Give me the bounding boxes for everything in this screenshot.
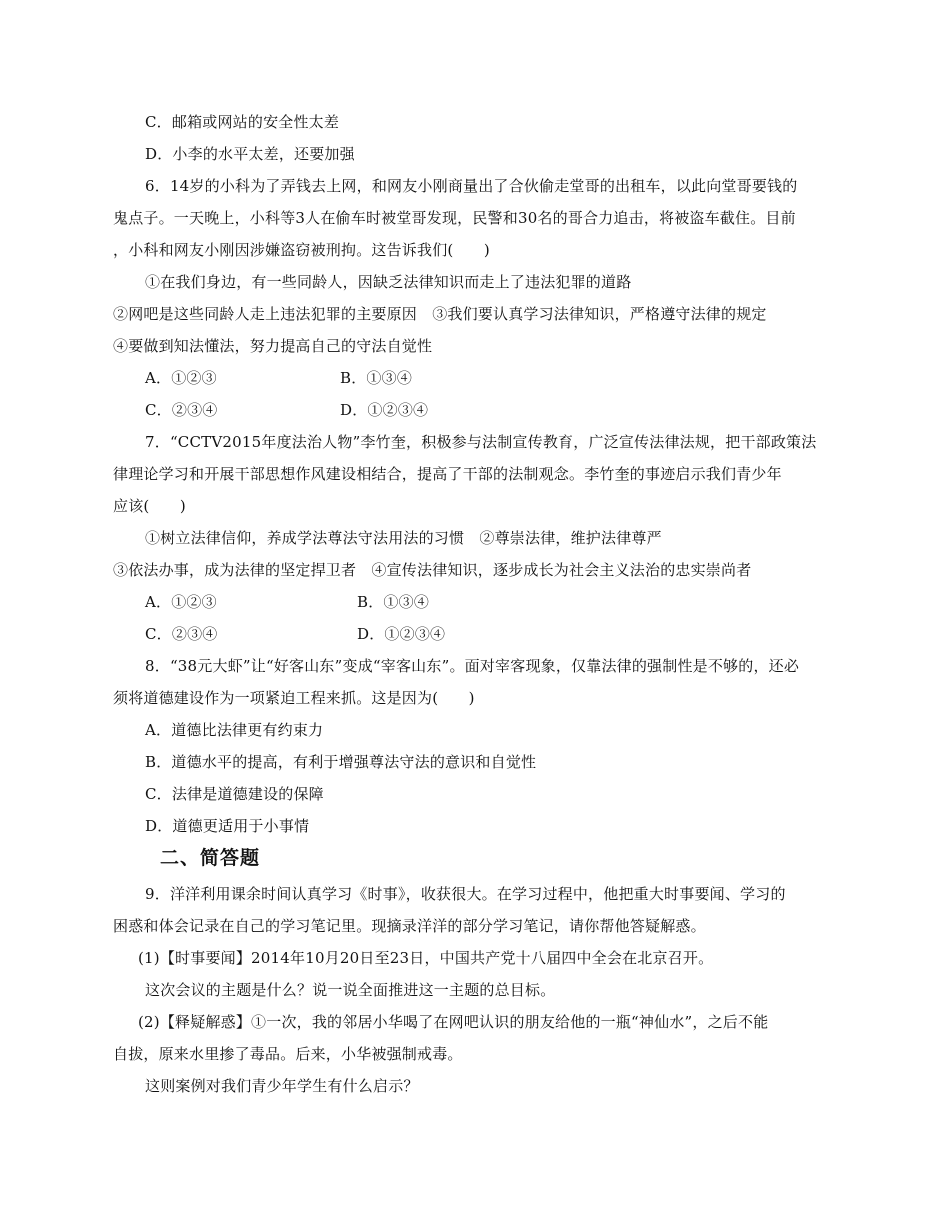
q6-stem-line1: 6．14岁的小科为了弄钱去上网，和网友小刚商量出了合伙偷走堂哥的出租车，以此向堂哥要钱的 — [145, 177, 798, 195]
q7-option-b: B．①③④ — [357, 593, 430, 611]
q6-statement-1: ①在我们身边，有一些同龄人，因缺乏法律知识而走上了违法犯罪的道路 — [145, 273, 632, 291]
q7-option-c: C．②③④ — [145, 625, 218, 643]
q6-option-a: A．①②③ — [145, 369, 217, 387]
q7-stem-line2: 律理论学习和开展干部思想作风建设相结合，提高了干部的法制观念。李竹奎的事迹启示我们青少年 — [113, 465, 782, 483]
q7-stem-line1: 7．“CCTV2015年度法治人物”李竹奎，积极参与法制宣传教育，广泛宣传法律法规，把干部政策法 — [145, 433, 817, 451]
section-heading-short-answer: 二、简答题 — [160, 847, 261, 869]
q9-part1-line1: (1)【时事要闻】2014年10月20日至23日，中国共产党十八届四中全会在北京召开。 — [138, 949, 714, 967]
q8-stem-line1: 8．“38元大虾”让“好客山东”变成“宰客山东”。面对宰客现象，仅靠法律的强制性是不够的，还必 — [145, 657, 800, 675]
q9-part1-line2: 这次会议的主题是什么？说一说全面推进这一主题的总目标。 — [145, 981, 556, 999]
q7-option-d: D．①②③④ — [357, 625, 446, 643]
q9-part2-line1: (2)【释疑解惑】①一次，我的邻居小华喝了在网吧认识的朋友给他的一瓶“神仙水”，之后不能 — [138, 1013, 769, 1031]
q7-statement-3-4: ③依法办事，成为法律的坚定捍卫者 ④宣传法律知识，逐步成长为社会主义法治的忠实崇尚者 — [113, 561, 752, 579]
q6-statement-4: ④要做到知法懂法，努力提高自己的守法自觉性 — [113, 337, 433, 355]
q9-stem-line1: 9．洋洋利用课余时间认真学习《时事》，收获很大。在学习过程中，他把重大时事要闻、学习的 — [145, 885, 786, 903]
q9-stem-line2: 困惑和体会记录在自己的学习笔记里。现摘录洋洋的部分学习笔记，请你帮他答疑解惑。 — [113, 917, 706, 935]
q6-option-b: B．①③④ — [340, 369, 413, 387]
q9-part2-line2: 自拔，原来水里掺了毒品。后来，小华被强制戒毒。 — [113, 1045, 463, 1063]
q8-option-d: D．道德更适用于小事情 — [145, 817, 310, 835]
q6-stem-line3: ，小科和网友小刚因涉嫌盗窃被刑拘。这告诉我们( ) — [113, 241, 490, 259]
q6-option-c: C．②③④ — [145, 401, 218, 419]
q8-stem-line2: 须将道德建设作为一项紧迫工程来抓。这是因为( ) — [113, 689, 475, 707]
q7-option-a: A．①②③ — [145, 593, 217, 611]
q8-option-a: A．道德比法律更有约束力 — [145, 721, 324, 739]
q6-option-d: D．①②③④ — [340, 401, 429, 419]
q6-statement-2-3: ②网吧是这些同龄人走上违法犯罪的主要原因 ③我们要认真学习法律知识，严格遵守法律的规定 — [113, 305, 767, 323]
q5-option-d: D．小李的水平太差，还要加强 — [145, 145, 355, 163]
q9-part2-line3: 这则案例对我们青少年学生有什么启示？ — [145, 1077, 419, 1095]
q6-stem-line2: 鬼点子。一天晚上，小科等3人在偷车时被堂哥发现，民警和30名的哥合力追击，将被盗车截住。目前 — [113, 209, 796, 227]
q5-option-c: C．邮箱或网站的安全性太差 — [145, 113, 340, 131]
q7-statement-1-2: ①树立法律信仰，养成学法尊法守法用法的习惯 ②尊崇法律，维护法律尊严 — [145, 529, 662, 547]
q8-option-b: B．道德水平的提高，有利于增强尊法守法的意识和自觉性 — [145, 753, 537, 771]
q8-option-c: C．法律是道德建设的保障 — [145, 785, 324, 803]
q7-stem-line3: 应该( ) — [113, 497, 186, 515]
